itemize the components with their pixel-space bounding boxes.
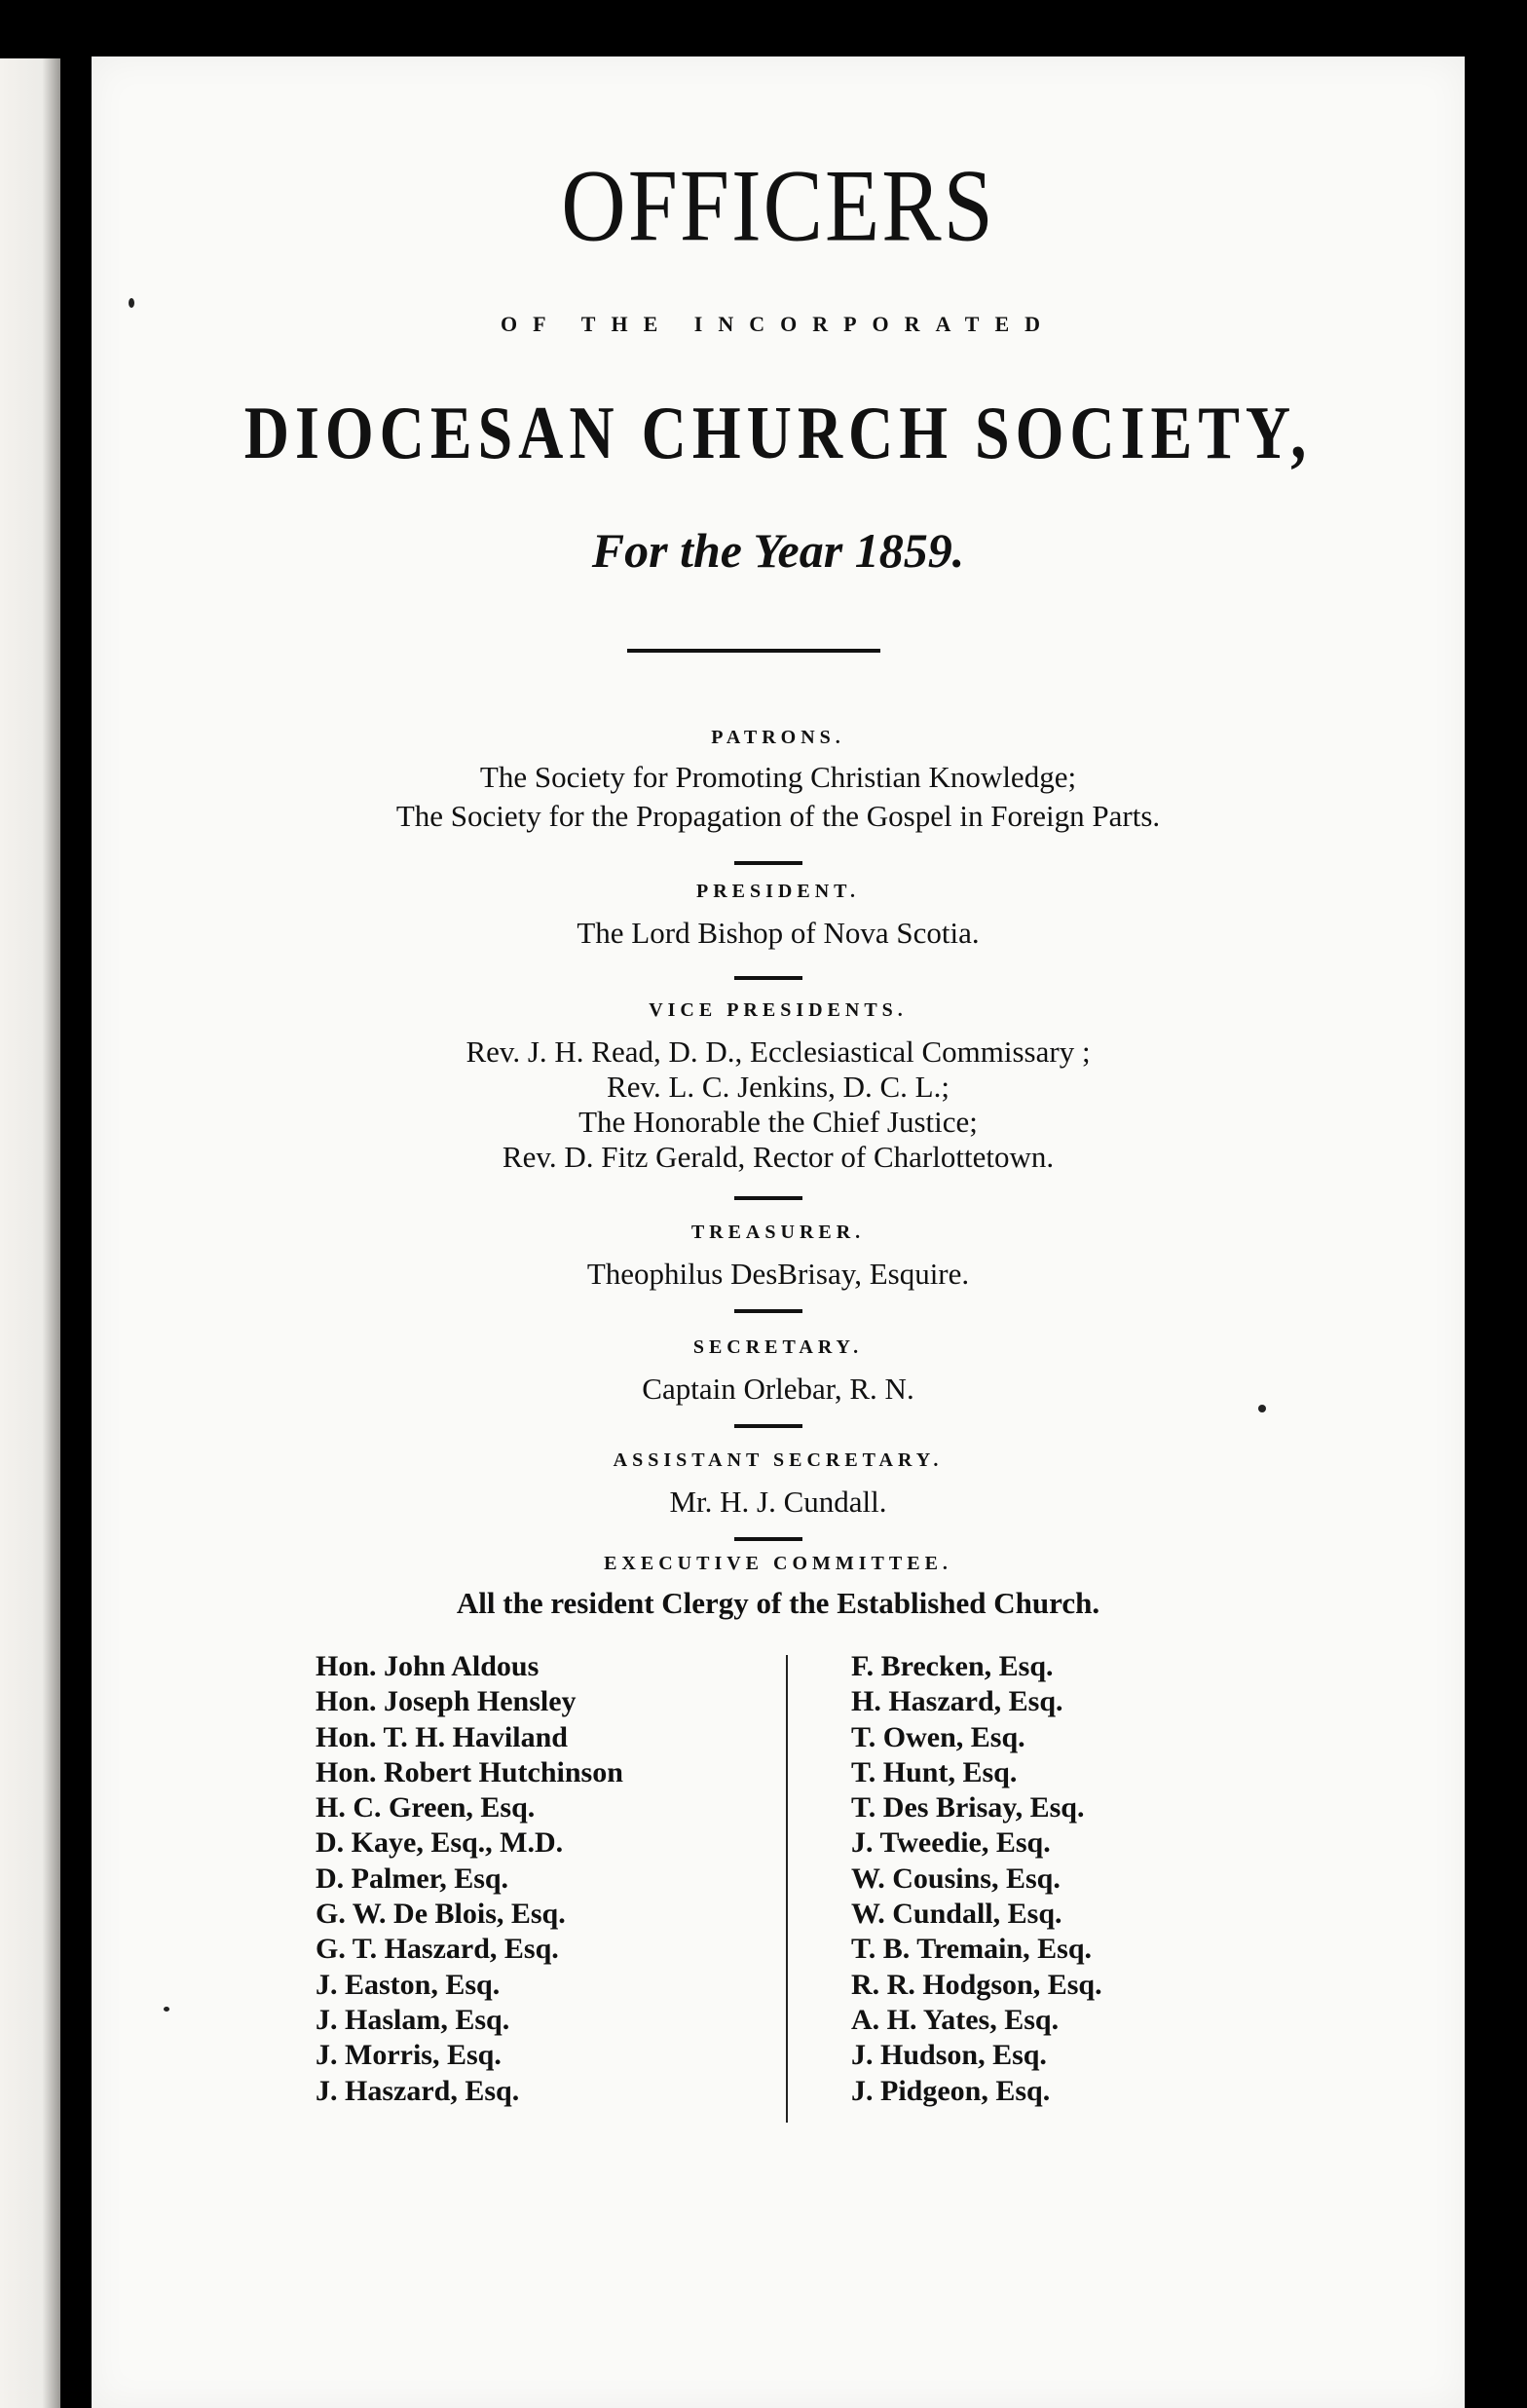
- committee-member: J. Morris, Esq.: [316, 2039, 502, 2072]
- committee-member: H. C. Green, Esq.: [316, 1791, 536, 1825]
- committee-member: G. T. Haszard, Esq.: [316, 1933, 559, 1966]
- committee-member: J. Haszard, Esq.: [316, 2074, 520, 2107]
- executive-committee-list: [92, 1649, 1465, 2156]
- section-divider: [734, 1537, 802, 1541]
- assistant-secretary-heading: ASSISTANT SECRETARY.: [613, 1449, 944, 1471]
- committee-member: R. R. Hodgson, Esq.: [851, 1968, 1102, 2001]
- patron-line: The Society for Promoting Christian Knowledge;: [479, 760, 1077, 794]
- page-title: OFFICERS: [561, 148, 995, 263]
- vice-president-line: Rev. D. Fitz Gerald, Rector of Charlottetown.: [502, 1140, 1055, 1174]
- column-divider: [786, 1655, 788, 2123]
- secretary-heading: SECRETARY.: [692, 1336, 864, 1358]
- vice-president-line: Rev. J. H. Read, D. D., Ecclesiastical Commissary ;: [466, 1035, 1091, 1069]
- scan-speck: [164, 2007, 169, 2012]
- committee-member: T. Owen, Esq.: [851, 1720, 1025, 1753]
- patrons-heading: PATRONS.: [711, 727, 845, 748]
- executive-committee-intro: All the resident Clergy of the Established Church.: [456, 1586, 1100, 1620]
- committee-member: Hon. Robert Hutchinson: [316, 1755, 623, 1788]
- committee-member: A. H. Yates, Esq.: [851, 2003, 1060, 2036]
- committee-member: D. Kaye, Esq., M.D.: [316, 1826, 564, 1860]
- page-subtitle: OF THE INCORPORATED: [500, 312, 1057, 336]
- year-line: For the Year 1859.: [591, 523, 965, 578]
- committee-member: J. Haslam, Esq.: [316, 2003, 510, 2036]
- committee-member: Hon. T. H. Haviland: [316, 1720, 568, 1753]
- scan-speck: [1258, 1405, 1266, 1412]
- executive-committee-heading: EXECUTIVE COMMITTEE.: [604, 1553, 952, 1574]
- committee-member: J. Easton, Esq.: [316, 1968, 501, 2001]
- society-name: DIOCESAN CHURCH SOCIETY,: [243, 391, 1313, 474]
- committee-member: J. Tweedie, Esq.: [851, 1826, 1051, 1860]
- treasurer-heading: TREASURER.: [690, 1222, 866, 1243]
- committee-member: J. Hudson, Esq.: [851, 2039, 1047, 2072]
- committee-member: W. Cousins, Esq.: [851, 1862, 1061, 1895]
- vice-presidents-heading: VICE PRESIDENTS.: [649, 999, 908, 1021]
- treasurer-name: Theophilus DesBrisay, Esquire.: [586, 1257, 970, 1291]
- committee-member: Hon. Joseph Hensley: [316, 1685, 577, 1718]
- scan-speck: [129, 298, 134, 308]
- committee-member: J. Pidgeon, Esq.: [851, 2074, 1051, 2107]
- committee-member: D. Palmer, Esq.: [316, 1862, 509, 1895]
- section-divider: [734, 1196, 802, 1200]
- president-heading: PRESIDENT.: [696, 881, 860, 902]
- section-divider: [734, 861, 802, 865]
- committee-member: G. W. De Blois, Esq.: [316, 1898, 566, 1931]
- committee-member: Hon. John Aldous: [316, 1650, 540, 1682]
- adjacent-page-edge: [0, 58, 60, 2408]
- vice-president-line: Rev. L. C. Jenkins, D. C. L.;: [607, 1070, 950, 1104]
- committee-member: T. B. Tremain, Esq.: [851, 1933, 1093, 1966]
- patron-line: The Society for the Propagation of the Gospel in Foreign Parts.: [395, 799, 1161, 833]
- committee-member: H. Haszard, Esq.: [851, 1685, 1063, 1718]
- committee-member: T. Des Brisay, Esq.: [851, 1791, 1085, 1825]
- committee-member: W. Cundall, Esq.: [851, 1898, 1062, 1931]
- title-divider: [627, 649, 880, 653]
- section-divider: [734, 1309, 802, 1313]
- section-divider: [734, 1424, 802, 1428]
- vice-president-line: The Honorable the Chief Justice;: [578, 1105, 978, 1139]
- president-name: The Lord Bishop of Nova Scotia.: [577, 916, 980, 950]
- committee-column-left: [316, 1649, 623, 2109]
- committee-member: T. Hunt, Esq.: [851, 1755, 1018, 1788]
- section-divider: [734, 976, 802, 980]
- committee-member: F. Brecken, Esq.: [851, 1650, 1054, 1682]
- secretary-name: Captain Orlebar, R. N.: [642, 1372, 914, 1406]
- committee-column-right: [851, 1649, 1102, 2109]
- assistant-secretary-name: Mr. H. J. Cundall.: [669, 1485, 887, 1519]
- document-page: [92, 56, 1465, 2408]
